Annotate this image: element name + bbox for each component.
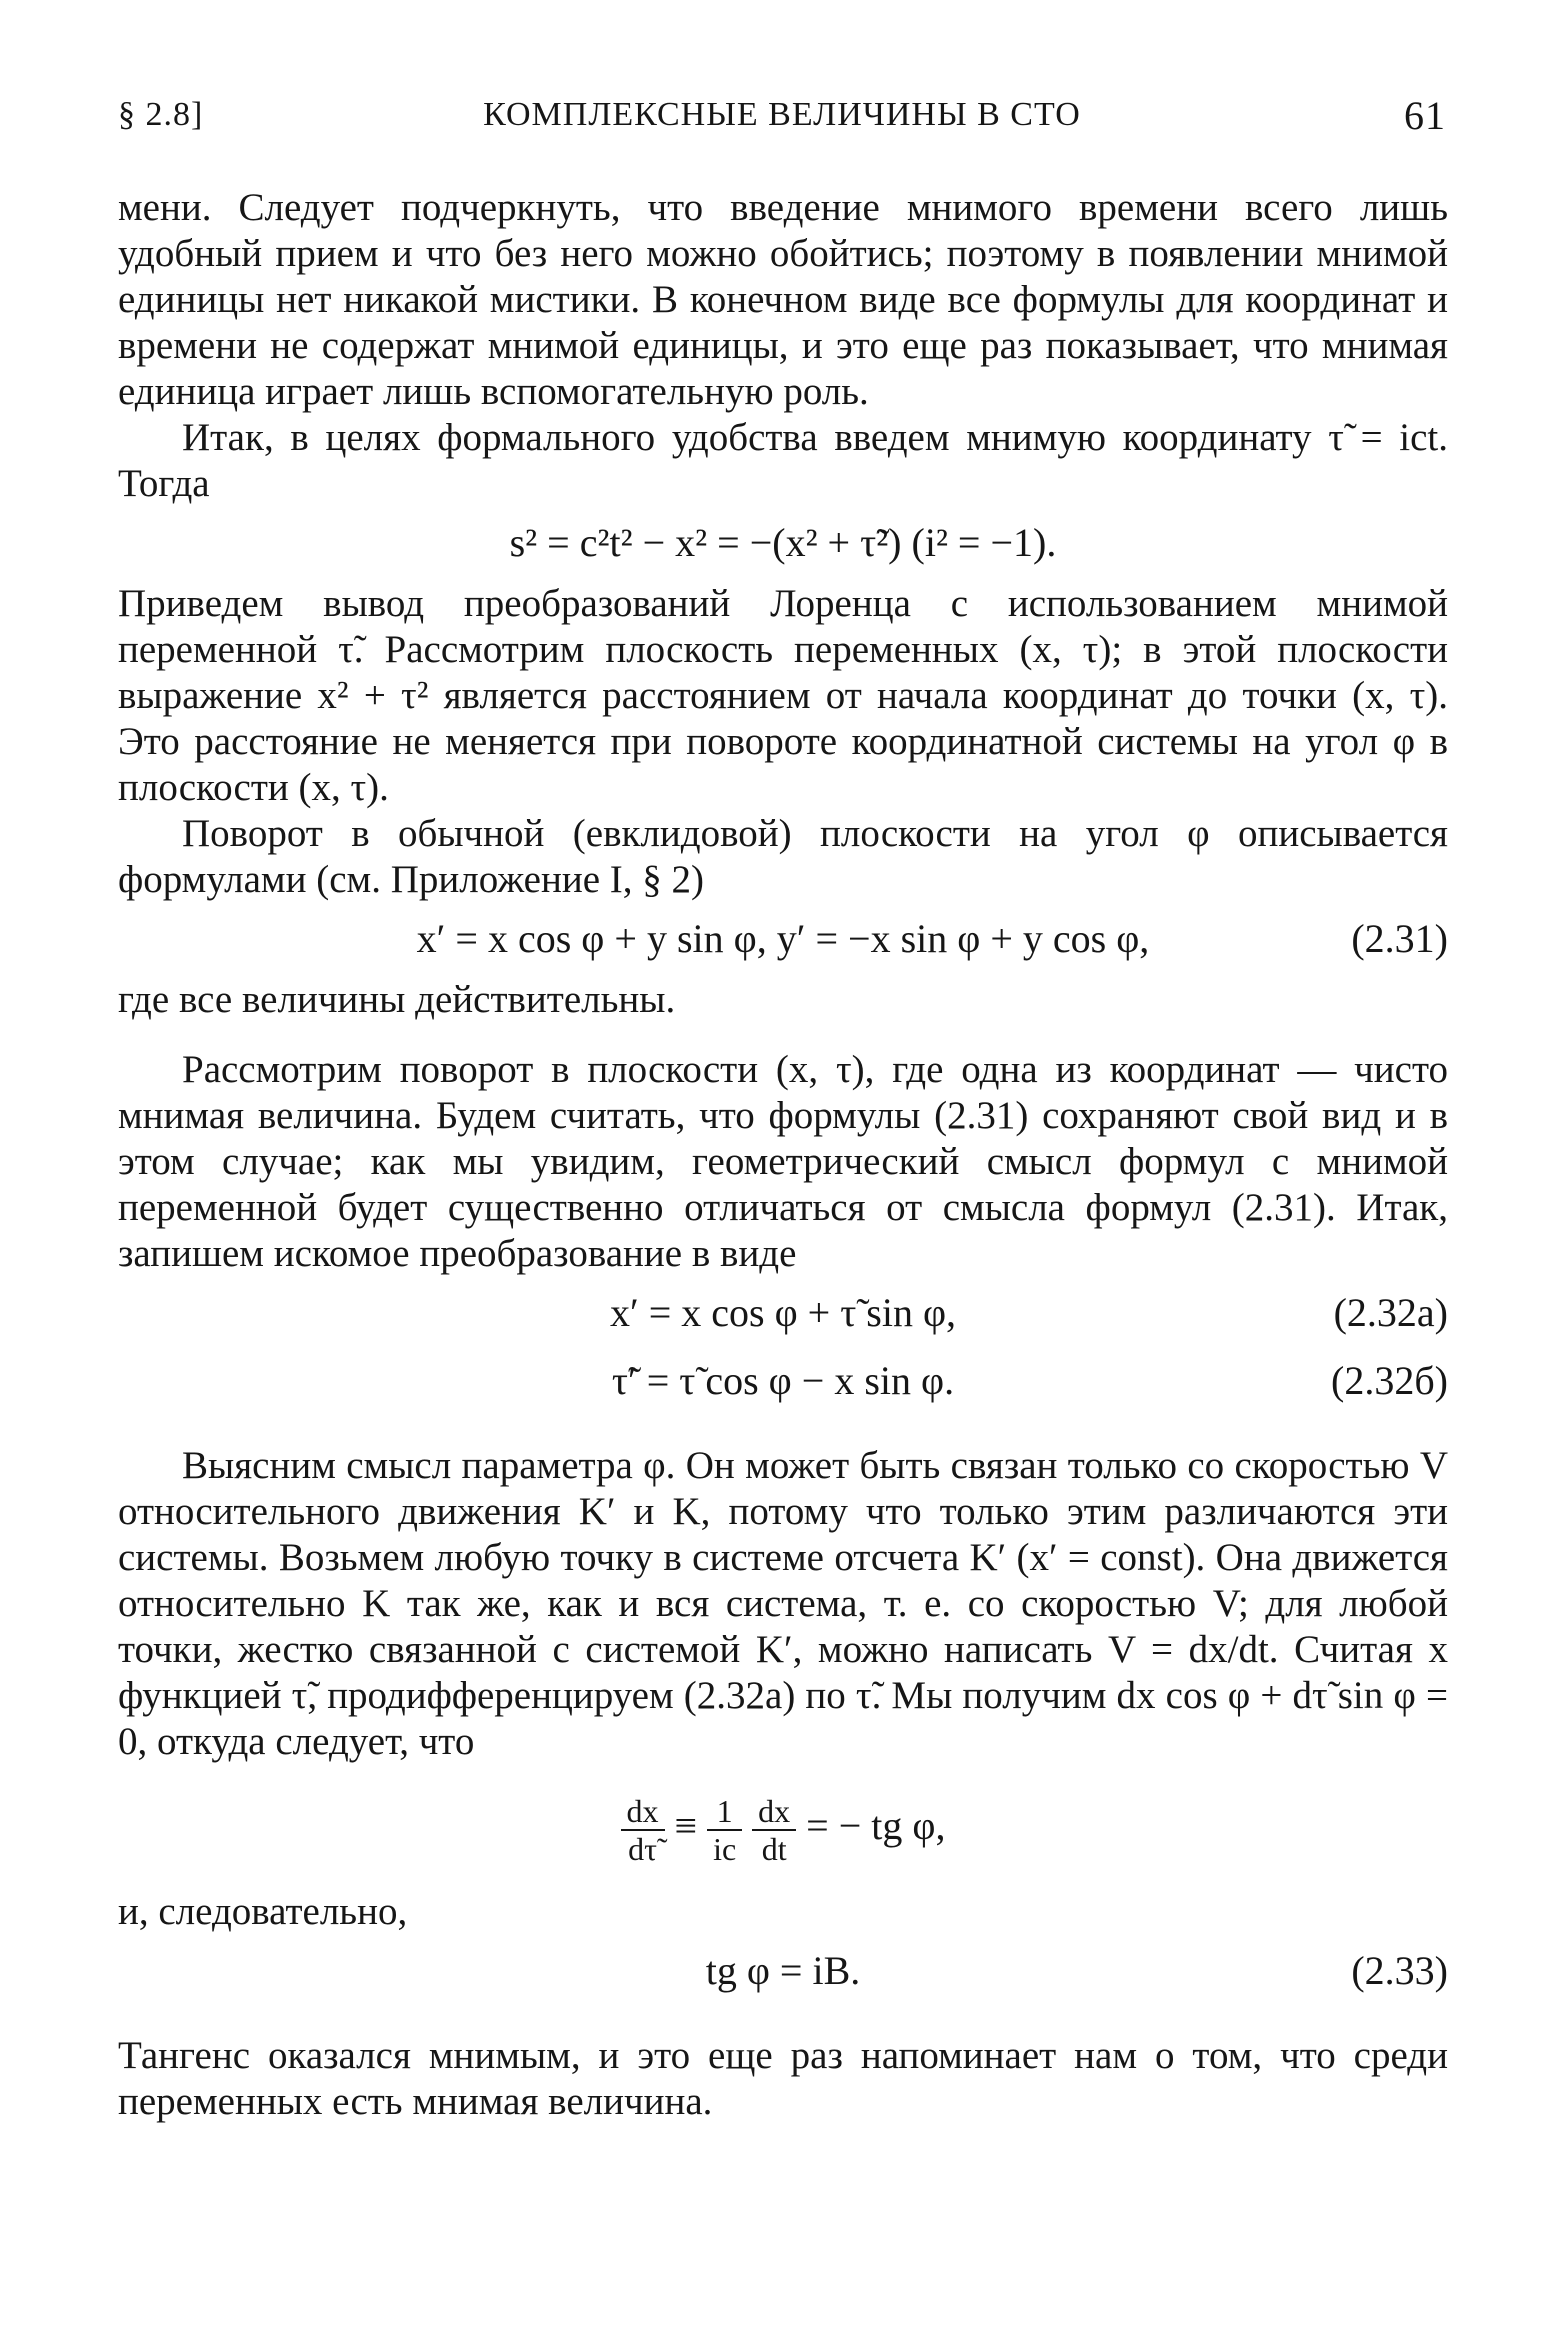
fraction-dx-dt-numerator: dx: [752, 1793, 796, 1831]
equation-derivative: [118, 1771, 1448, 1881]
equation-2-31-number: (2.31): [1351, 916, 1448, 961]
equation-2-32a-number: (2.32а): [1333, 1290, 1448, 1335]
equation-2-33-text: tg φ = iB.: [705, 1948, 861, 1993]
page-number: 61: [1404, 93, 1446, 138]
paragraph-2: Итак, в целях формального удобства введем мнимую координату τ̃ = ict. Тогда: [118, 416, 1448, 505]
equation-derivative-text: [118, 1771, 1448, 1881]
fraction-1-ic: [707, 1793, 742, 1867]
paragraph-4: Поворот в обычной (евклидовой) плоскости на угол φ описывается формулами (см. Приложение I, § 2): [118, 812, 1448, 901]
page-body: [118, 185, 1448, 2125]
identity-sign: ≡: [674, 1803, 698, 1848]
equation-2-32a-text: x′ = x cos φ + τ̃ sin φ,: [609, 1290, 957, 1335]
section-ref: § 2.8]: [118, 96, 204, 133]
fraction-dx-dt: [752, 1793, 796, 1867]
equation-interval-text: s² = c²t² − x² = −(x² + τ̃²) (i² = −1).: [509, 520, 1057, 565]
paragraph-7: Выясним смысл параметра φ. Он может быть связан только со скоростью V относительного движения K′ и K, потому что только этим различаются эти системы. Возьмем любую точку в системе отсчета K′ (x′ = const). Она движется относительно K так же, как и вся система, т. е. со скоростью V; для любой точки, жестко связанной с системой K′, можно написать V = dx/dt. Считая x функцией τ̃, продифференцируем (2.32а) по τ̃. Мы получим dx cos φ + dτ̃ sin φ = 0, откуда следует, что: [118, 1444, 1448, 1763]
fraction-1-ic-numerator: 1: [707, 1793, 742, 1831]
paragraph-6: Рассмотрим поворот в плоскости (x, τ), где одна из координат — чисто мнимая величина. Будем считать, что формулы (2.31) сохраняют свой вид и в этом случае; как мы увидим, геометрический смысл формул с мнимой переменной будет существенно отличаться от смысла формул (2.31). Итак, запишем искомое преобразование в виде: [118, 1048, 1448, 1275]
equation-2-32b-text: τ̃′ = τ̃ cos φ − x sin φ.: [611, 1358, 955, 1403]
running-header: [118, 92, 1446, 148]
equation-2-33-number: (2.33): [1351, 1948, 1448, 1993]
fraction-1-ic-denominator: ic: [713, 1830, 737, 1867]
paragraph-1: мени. Следует подчеркнуть, что введение мнимого времени всего лишь удобный прием и что без него можно обойтись; поэтому в появлении мнимой единицы нет никакой мистики. В конечном виде все формулы для координат и времени не содержат мнимой единицы, и это еще раз показывает, что мнимая единица играет лишь вспомогательную роль.: [118, 186, 1448, 413]
paragraph-3: Приведем вывод преобразований Лоренца с использованием мнимой переменной τ̃. Рассмотрим плоскость переменных (x, τ); в этой плоскости выражение x² + τ² является расстоянием от начала координат до точки (x, τ). Это расстояние не меняется при повороте координатной системы на угол φ в плоскости (x, τ).: [118, 582, 1448, 809]
equation-2-33: [118, 1941, 1448, 2001]
equation-2-31: [118, 909, 1448, 969]
paragraph-9: Тангенс оказался мнимым, и это еще раз напоминает нам о том, что среди переменных есть мнимая величина.: [118, 2034, 1448, 2123]
equation-derivative-tail: = − tg φ,: [806, 1803, 946, 1848]
equation-2-32b-number: (2.32б): [1331, 1358, 1448, 1403]
fraction-dx-dtau: [621, 1793, 665, 1867]
fraction-dx-dtau-denominator: dτ̃: [628, 1830, 657, 1867]
equation-2-32a: [118, 1283, 1448, 1343]
paragraph-5: где все величины действительны.: [118, 978, 676, 1021]
equation-2-32b: [118, 1351, 1448, 1411]
equation-interval: [118, 513, 1448, 573]
fraction-dx-dtau-numerator: dx: [621, 1793, 665, 1831]
equation-2-31-text: x′ = x cos φ + y sin φ, y′ = −x sin φ + y cos φ,: [416, 916, 1150, 961]
fraction-dx-dt-denominator: dt: [761, 1830, 787, 1867]
paragraph-8: и, следовательно,: [118, 1890, 408, 1933]
running-title: КОМПЛЕКСНЫЕ ВЕЛИЧИНЫ В СТО: [483, 96, 1081, 133]
